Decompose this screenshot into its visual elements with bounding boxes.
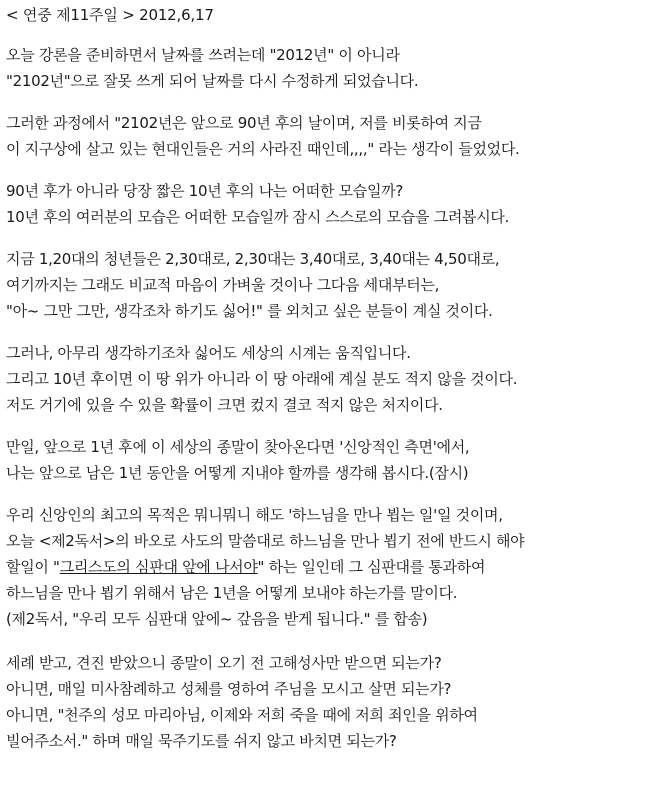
text-line: 지금 1,20대의 청년들은 2,30대로, 2,30대는 3,40대로, 3,40대는 4,50대로,	[6, 250, 500, 268]
text-line: 오늘 강론을 준비하면서 날짜를 쓰려는데 "2012년" 이 아니라	[6, 46, 400, 64]
text-line: 그러나, 아무리 생각하기조차 싫어도 세상의 시계는 움직입니다.	[6, 344, 411, 362]
text-line: "2102년"으로 잘못 쓰게 되어 날짜를 다시 수정하게 되었습니다.	[6, 72, 419, 90]
document-header: < 연중 제11주일 > 2012,6,17	[6, 6, 214, 24]
text-line: 저도 거기에 있을 수 있을 확률이 크면 컸지 결코 적지 않은 처지이다.	[6, 396, 443, 414]
paragraph-3	[6, 178, 666, 230]
paragraph-1	[6, 42, 666, 94]
paragraph-5	[6, 340, 666, 418]
text-line-with-underline	[6, 554, 666, 580]
underlined-phrase: 그리스도의 심판대 앞에 나서야	[59, 558, 258, 576]
text-line: 아니면, "천주의 성모 마리아님, 이제와 저희 죽을 때에 저희 죄인을 위하여	[6, 706, 478, 724]
text-line: 우리 신앙인의 최고의 목적은 뭐니뭐니 해도 '하느님을 만나 뵙는 일'일 것이며,	[6, 506, 503, 524]
text-line: 오늘 <제2독서>의 바오로 사도의 말씀대로 하느님을 만나 뵙기 전에 반드시 해야	[6, 532, 525, 550]
text-line: 이 지구상에 살고 있는 현대인들은 거의 사라진 때인데,,,," 라는 생각이 들었었다.	[6, 140, 520, 158]
paragraph-4	[6, 246, 666, 324]
text-line: 그러한 과정에서 "2102년은 앞으로 90년 후의 날이며, 저를 비롯하여 지금	[6, 114, 482, 132]
text-line: 아니면, 매일 미사참례하고 성체를 영하여 주님을 모시고 살면 되는가?	[6, 680, 452, 698]
text-line: 나는 앞으로 남은 1년 동안을 어떻게 지내야 할까를 생각해 봅시다.(잠시)	[6, 464, 469, 482]
text-line: 10년 후의 여러분의 모습은 어떠한 모습일까 잠시 스스로의 모습을 그려봅시다.	[6, 208, 510, 226]
text-line: (제2독서, "우리 모두 심판대 앞에~ 갚음을 받게 됩니다." 를 합송)	[6, 610, 428, 628]
paragraph-7	[6, 502, 666, 632]
paragraph-2	[6, 110, 666, 162]
text-line: 90년 후가 아니라 당장 짧은 10년 후의 나는 어떠한 모습일까?	[6, 182, 404, 200]
underline-prefix: 할일이 "	[6, 558, 60, 576]
text-line: 여기까지는 그래도 비교적 마음이 가벼울 것이나 그다음 세대부터는,	[6, 276, 440, 294]
underline-suffix: " 하는 일인데 그 심판대를 통과하여	[257, 558, 486, 576]
text-line: 세례 받고, 견진 받았으니 종말이 오기 전 고해성사만 받으면 되는가?	[6, 654, 442, 672]
text-line: 만일, 앞으로 1년 후에 이 세상의 종말이 찾아온다면 '신앙적인 측면'에서,	[6, 438, 470, 456]
text-line: 하느님을 만나 뵙기 위해서 남은 1년을 어떻게 보내야 하는가를 말이다.	[6, 584, 458, 602]
text-line: 빌어주소서." 하며 매일 묵주기도를 쉬지 않고 바치면 되는가?	[6, 732, 397, 750]
text-line: "아~ 그만 그만, 생각조차 하기도 싫어!" 를 외치고 싶은 분들이 계실 것이다.	[6, 302, 493, 320]
paragraph-8	[6, 650, 666, 754]
text-line: 그리고 10년 후이면 이 땅 위가 아니라 이 땅 아래에 계실 분도 적지 않을 것이다.	[6, 370, 518, 388]
paragraph-6	[6, 434, 666, 486]
document-page	[6, 6, 666, 770]
